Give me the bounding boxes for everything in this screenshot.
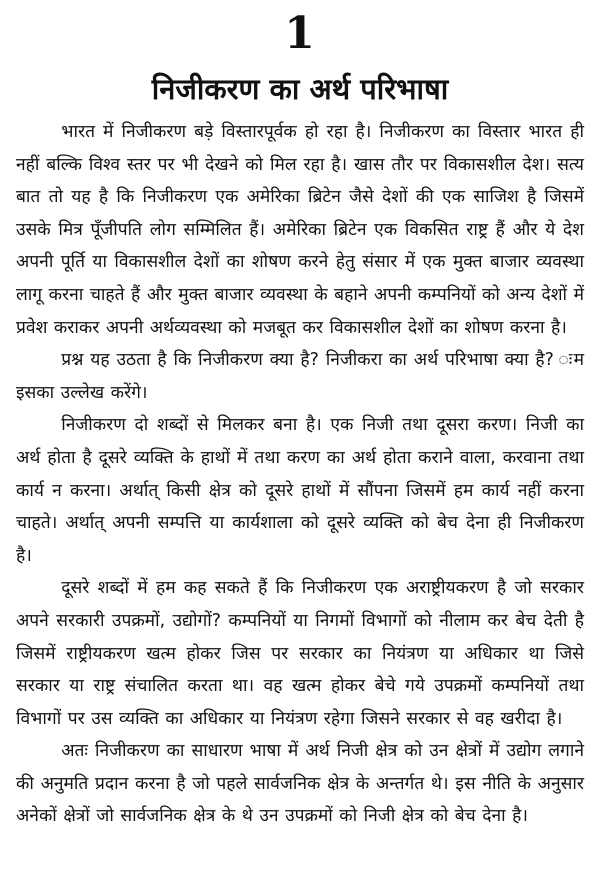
chapter-number: 1	[284, 8, 316, 59]
paragraph: प्रश्न यह उठता है कि निजीकरण क्या है? निजीकरा का अर्थ परिभाषा क्या है? ःम इसका उल्लेख करेंगे।	[16, 350, 584, 403]
paragraph: अतः निजीकरण का साधारण भाषा में अर्थ निजी क्षेत्र को उन क्षेत्रों में उद्योग लगाने की अनुमति प्रदान करना है जो पहले सार्वजनिक क्षेत्र के अन्तर्गत थे। इस नीति के अनुसार अनेकों क्षेत्रों जो सार्वजनिक क्षेत्र के थे उन उपक्रमों को निजी क्षेत्र को बेच देना है।	[16, 741, 584, 827]
paragraph: निजीकरण दो शब्दों से मिलकर बना है। एक निजी तथा दूसरा करण। निजी का अर्थ होता है दूसरे व्यक्ति के हाथों में तथा करण का अर्थ होता कराने वाला, करवाना तथा कार्य न करना। अर्थात् किसी क्षेत्र को दूसरे हाथों में सौंपना जिसमें हम कार्य नहीं करना चाहते। अर्थात् अपनी सम्पत्ति या कार्यशाला को दूसरे व्यक्ति को बेच देना ही निजीकरण है।	[16, 415, 584, 566]
chapter-title: निजीकरण का अर्थ परिभाषा	[151, 72, 449, 106]
paragraph: दूसरे शब्दों में हम कह सकते हैं कि निजीकरण एक अराष्ट्रीयकरण है जो सरकार अपने सरकारी उपक्रमों, उद्योगों? कम्पनियों या निगमों विभागों को नीलाम कर बेच देती है जिसमें राष्ट्रीयकरण खत्म होकर जिस पर सरकार का नियंत्रण या अधिकार था जिसे सरकार या राष्ट्र संचालित करता था। वह खत्म होकर बेचे गये उपक्रमों कम्पनियों तथा विभागों पर उस व्यक्ति का अधिकार या नियंत्रण रहेगा जिसने सरकार से वह खरीदा है।	[16, 578, 584, 729]
paragraph: भारत में निजीकरण बड़े विस्तारपूर्वक हो रहा है। निजीकरण का विस्तार भारत ही नहीं बल्कि विश्व स्तर पर भी देखने को मिल रहा है। खास तौर पर विकासशील देश। सत्य बात तो यह है कि निजीकरण एक अमेरिका ब्रिटेन जैसे देशों की एक साजिश है जिसमें उसके मित्र पूँजीपति लोग सम्मिलित हैं। अमेरिका ब्रिटेन एक विकसित राष्ट्र हैं और ये देश अपनी पूर्ति या विकासशील देशों का शोषण करने हेतु संसार में एक मुक्त बाजार व्यवस्था लागू करना चाहते हैं और मुक्त बाजार व्यवस्था के बहाने अपनी कम्पनियों को अन्य देशों में प्रवेश कराकर अपनी अर्थव्यवस्था को मजबूत कर विकासशील देशों का शोषण करना है।	[16, 122, 584, 338]
chapter-body	[16, 116, 584, 833]
